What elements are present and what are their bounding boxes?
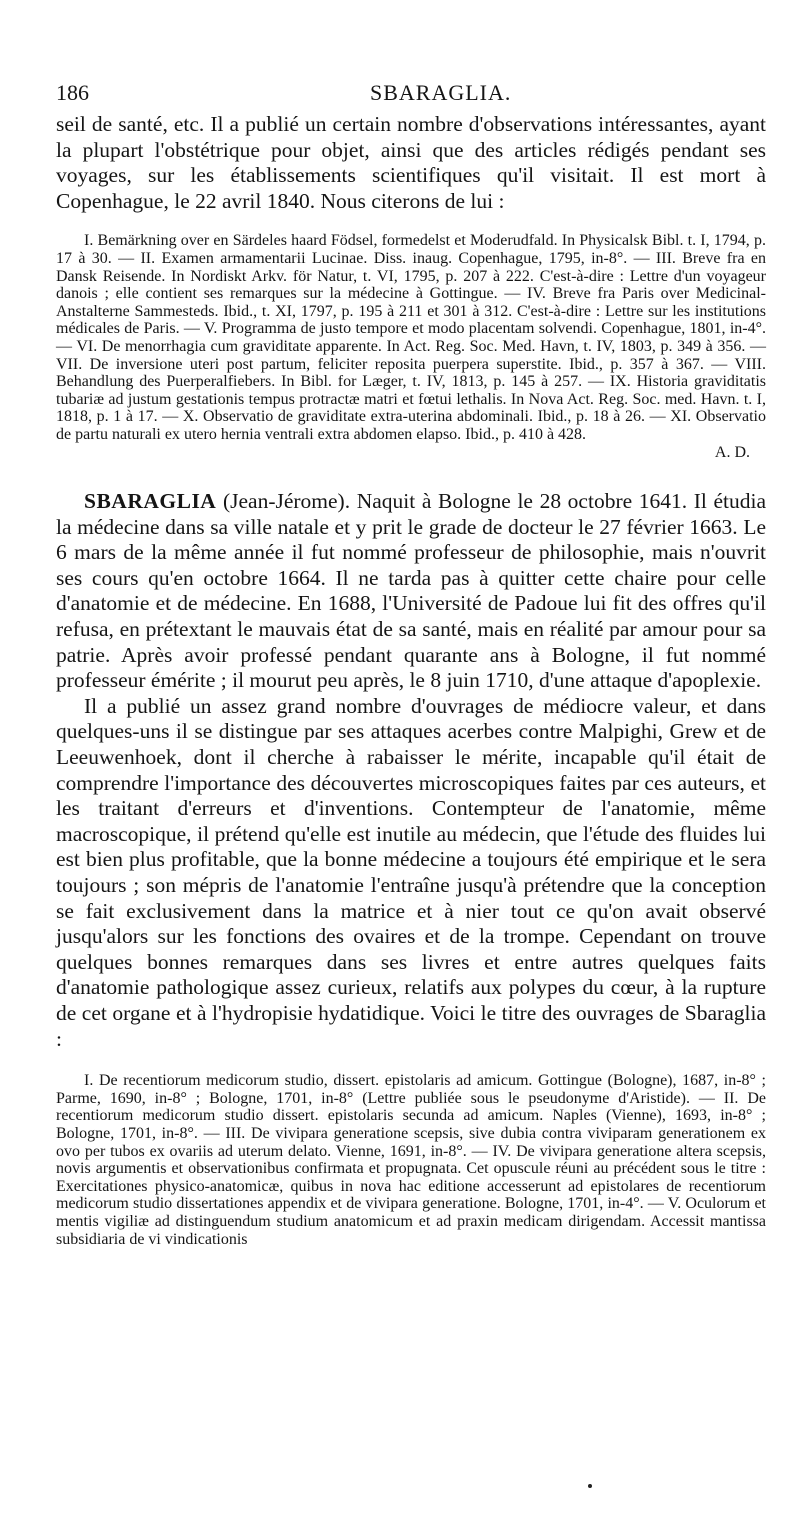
entry-forename: (Jean-Jérome). [222,489,351,514]
entry2-paragraph1-text: Naquit à Bologne le 28 octobre 1641. Il étudia la médecine dans sa ville natale et y prit le grade de docteur le 27 février 1663. Le 6 mars de la même année il fut nommé professeur de philosophie, mais n'ouvrit ses cours qu'en octobre 1664. Il ne tarda pas à quitter cette chaire pour celle d'anatomie et de médecine. En 1688, l'Université de Padoue lui fit des offres qu'il refusa, en prétextant le mauvais état de sa santé, mais en réalité par amour pour sa patrie. Après avoir professé pendant quarante ans à Bologne, il fut nommé professeur émérite ; il mourut peu après, le 8 juin 1710, d'une attaque d'apoplexie. [56,489,766,693]
entry1-signature: A. D. [714,443,750,461]
entry1-paragraph: seil de santé, etc. Il a publié un certain nombre d'observations intéressantes, ayant la plupart l'obstétrique pour objet, ainsi que des articles rédigés pendant ses voyages, sur les établissements scientifiques qu'il visitait. Il est mort à Copenhague, le 22 avril 1840. Nous citerons de lui : [56,112,766,213]
entry2-paragraph2: Il a publié un assez grand nombre d'ouvrages de médiocre valeur, et dans quelques-uns il se distingue par ses attaques acerbes contre Malpighi, Grew et de Leeuwenhoek, dont il cherche à rabaisser le mérite, incapable qu'il était de comprendre l'importance des découvertes microscopiques faites par ces auteurs, et les traitant d'erreurs et d'inventions. Contempteur de l'anatomie, même macroscopique, il prétend qu'elle est inutile au médecin, que l'étude des fluides lui est bien plus profitable, que la bonne médecine a toujours été empirique et le sera toujours ; son mépris de l'anatomie l'entraîne jusqu'à prétendre que la conception se fait exclusivement dans la matrice et à nier tout ce qu'on avait observé jusqu'alors sur les fonctions des ovaires et de la trompe. Cependant on trouve quelques bonnes remarques dans ses livres et entre autres quelques faits d'anatomie pathologique assez curieux, relatifs aux polypes du cœur, à la rupture de cet organe et à l'hydropisie hydatidique. Voici le titre des ouvrages de Sbaraglia : [56,693,766,1051]
entry2-bibliography: I. De recentiorum medicorum studio, dissert. epistolaris ad amicum. Gottingue (Bologne), 1687, in-8° ; Parme, 1690, in-8° ; Bologne, 1701, in-8° (Lettre publiée sous le pseudonyme d'Aristide). — II. De recentiorum medicorum studio dissert. epistolaris secunda ad amicum. Naples (Vienne), 1693, in-8° ; Bologne, 1701, in-8°. — III. De vivipara generatione scepsis, sive dubia contra viviparam generationem ex ovo per tubos ex ovariis ad uterum delato. Vienne, 1691, in-8°. — IV. De vivipara generatione altera scepsis, novis argumentis et observationibus confirmata et propugnata. Cet opuscule réuni au précédent sous le titre : Exercitationes physico-anatomicæ, quibus in nova hac editione accesserunt ad epistolares de recentiorum medicorum studio dissertationes appendix et de vivipara generatione. Bologne, 1701, in-4°. — V. Oculorum et mentis vigiliæ ad distinguendum studium anatomicum et ad praxin medicam dirigendam. Accessit mantissa subsidiaria de vi vindicationis [56,1072,766,1248]
running-title: SBARAGLIA. [370,80,512,105]
entry1-bibliography: I. Bemärkning over en Särdeles haard Födsel, formedelst et Moderudfald. In Physicalsk Bibl. t. I, 1794, p. 17 à 30. — II. Examen armamentarii Lucinae. Diss. inaug. Copenhague, 1795, in-8°. — III. Breve fra en Dansk Reisende. In Nordiskt Arkv. för Natur, t. VI, 1795, p. 207 à 222. C'est-à-dire : Lettre d'un voyageur danois ; elle contient ses remarques sur la médecine à Gottingue. — IV. Breve fra Paris over Medicinal-Anstalterne Sammesteds. Ibid., t. XI, 1797, p. 195 à 211 et 301 à 312. C'est-à-dire : Lettre sur les institutions médicales de Paris. — V. Programma de justo tempore et modo placentam solvendi. Copenhague, 1801, in-4°. — VI. De menorrhagia cum graviditate apparente. In Act. Reg. Soc. Med. Havn, t. IV, 1803, p. 349 à 356. — VII. De inversione uteri post partum, feliciter reposita puerpera superstite. Ibid., p. 357 à 367. — VIII. Behandlung des Puerperalfiebers. In Bibl. for Læger, t. IV, 1813, p. 145 à 257. — IX. Historia graviditatis tubariæ ad justum gestationis tempus protractæ matri et fœtui lethalis. In Nova Act. Reg. Soc. med. Havn. t. I, 1818, p. 1 à 17. — X. Observatio de graviditate extra-uterina abdominali. Ibid., p. 18 à 26. — XI. Observatio de partu naturali ex utero hernia ventrali extra abdomen elapso. Ibid., p. 410 à 428. [56,232,766,443]
entry-name: SBARAGLIA [84,489,217,514]
entry2-paragraph1 [56,489,766,694]
page-number: 186 [56,80,89,105]
page-header [56,72,766,112]
footer-dot [588,1484,592,1488]
